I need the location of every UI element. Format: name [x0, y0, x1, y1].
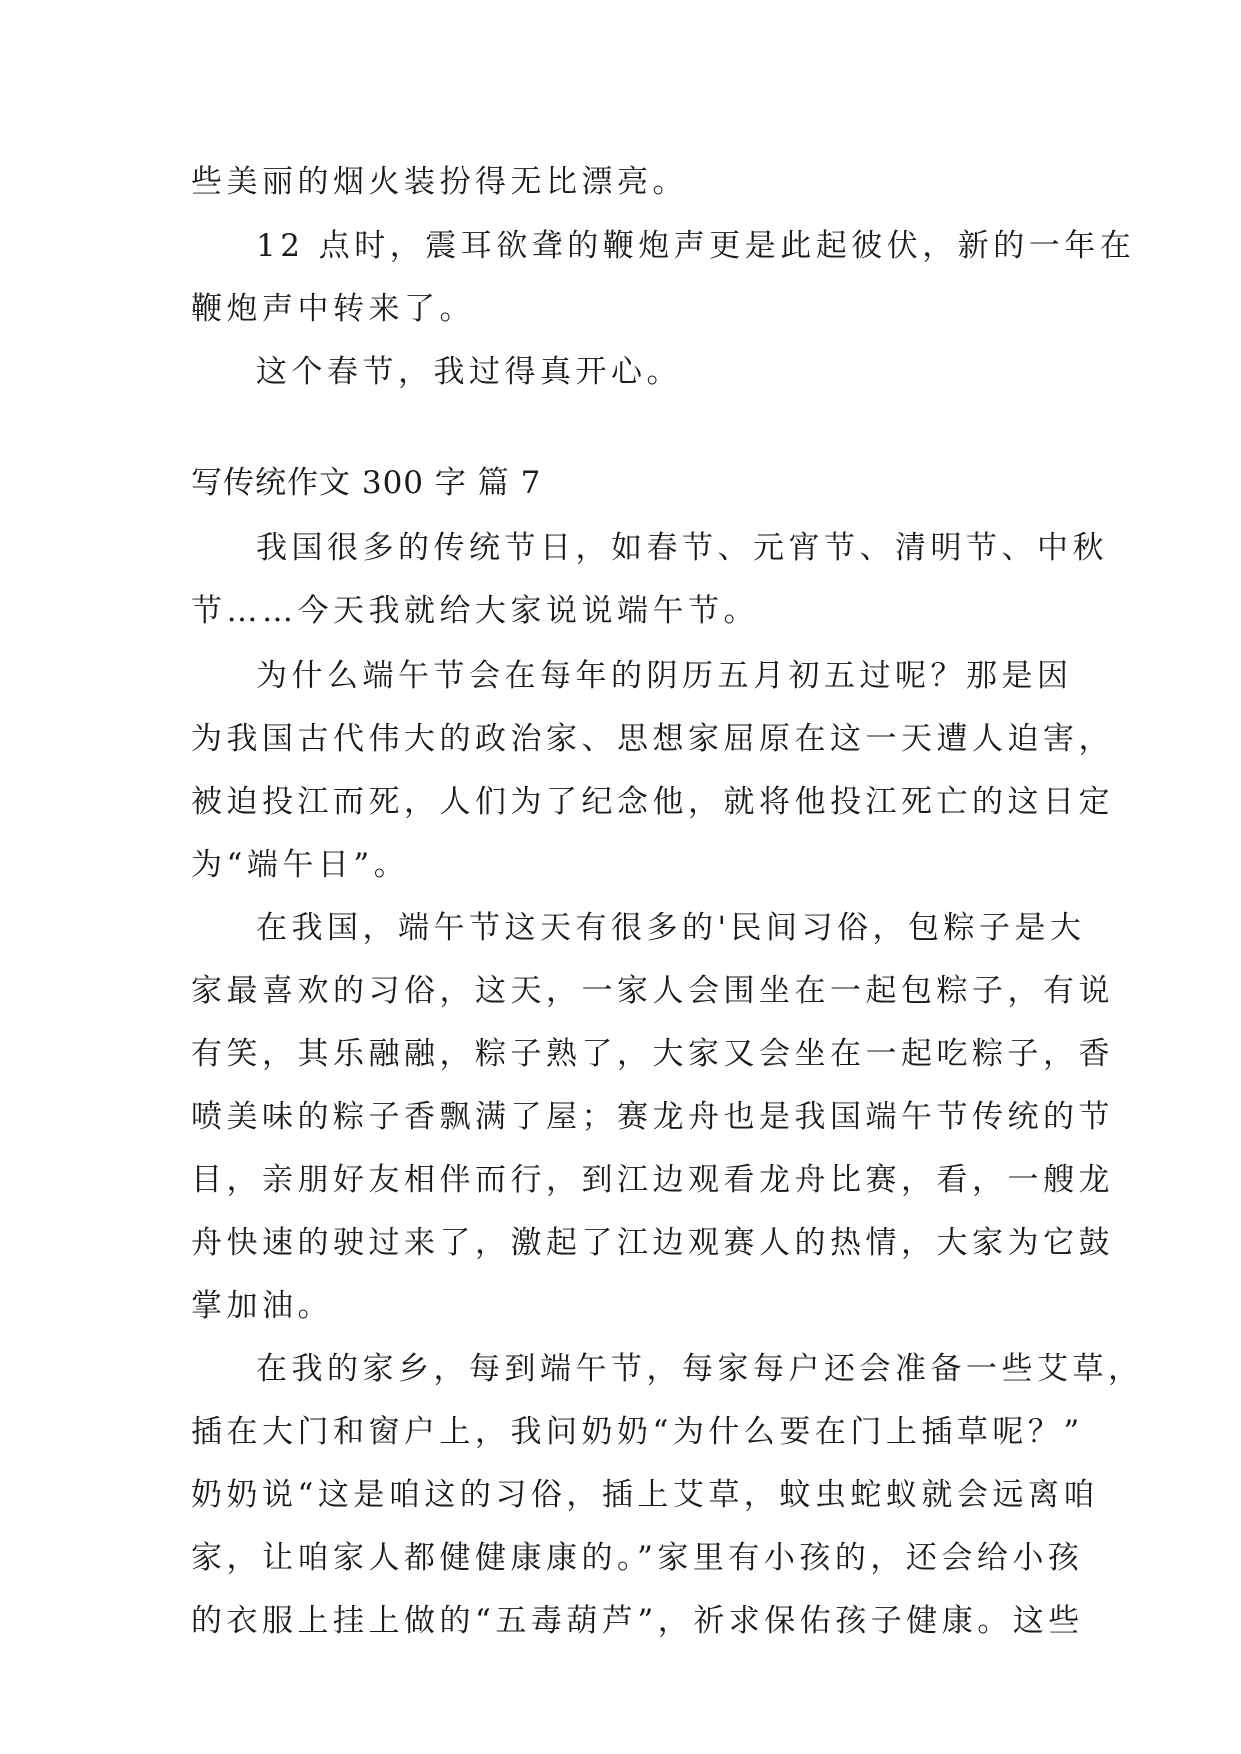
paragraph-2-line-2: 鞭炮声中转来了。 [191, 291, 475, 327]
section-heading: 写传统作文 300 字 篇 7 [191, 465, 542, 501]
paragraph-6-line-7: 掌加油。 [191, 1288, 333, 1324]
paragraph-6-line-1: 在我国，端午节这天有很多的'民间习俗，包粽子是大 [256, 910, 1086, 946]
paragraph-3-line-1: 这个春节，我过得真开心。 [256, 354, 682, 390]
paragraph-2-line-1: 12 点时，震耳欲聋的鞭炮声更是此起彼伏，新的一年在 [256, 228, 1136, 264]
paragraph-4-line-2: 节……今天我就给大家说说端午节。 [191, 593, 759, 629]
paragraph-6-line-5: 目，亲朋好友相伴而行，到江边观看龙舟比赛，看，一艘龙 [191, 1162, 1114, 1198]
paragraph-1-line-1: 些美丽的烟火装扮得无比漂亮。 [191, 164, 688, 200]
paragraph-5-line-2: 为我国古代伟大的政治家、思想家屈原在这一天遭人迫害， [191, 721, 1114, 757]
paragraph-6-line-6: 舟快速的驶过来了，激起了江边观赛人的热情，大家为它鼓 [191, 1225, 1114, 1261]
paragraph-6-line-4: 喷美味的粽子香飘满了屋；赛龙舟也是我国端午节传统的节 [191, 1099, 1114, 1135]
paragraph-5-line-4: 为“端午日”。 [191, 847, 410, 883]
paragraph-5-line-3: 被迫投江而死，人们为了纪念他，就将他投江死亡的这日定 [191, 784, 1114, 820]
paragraph-4-line-1: 我国很多的传统节日，如春节、元宵节、清明节、中秋 [256, 530, 1108, 566]
paragraph-7-line-5: 的衣服上挂上做的“五毒葫芦”，祈求保佑孩子健康。这些 [191, 1603, 1084, 1639]
paragraph-7-line-4: 家，让咱家人都健健康康的。”家里有小孩的，还会给小孩 [191, 1540, 1084, 1576]
paragraph-7-line-1: 在我的家乡，每到端午节，每家每户还会准备一些艾草， [256, 1351, 1144, 1387]
paragraph-6-line-3: 有笑，其乐融融，粽子熟了，大家又会坐在一起吃粽子，香 [191, 1036, 1114, 1072]
paragraph-5-line-1: 为什么端午节会在每年的阴历五月初五过呢？那是因 [256, 658, 1073, 694]
paragraph-7-line-2: 插在大门和窗户上，我问奶奶“为什么要在门上插草呢？” [191, 1414, 1084, 1450]
paragraph-7-line-3: 奶奶说“这是咱这的习俗，插上艾草，蚊虫蛇蚁就会远离咱 [191, 1477, 1099, 1513]
paragraph-6-line-2: 家最喜欢的习俗，这天，一家人会围坐在一起包粽子，有说 [191, 973, 1114, 1009]
